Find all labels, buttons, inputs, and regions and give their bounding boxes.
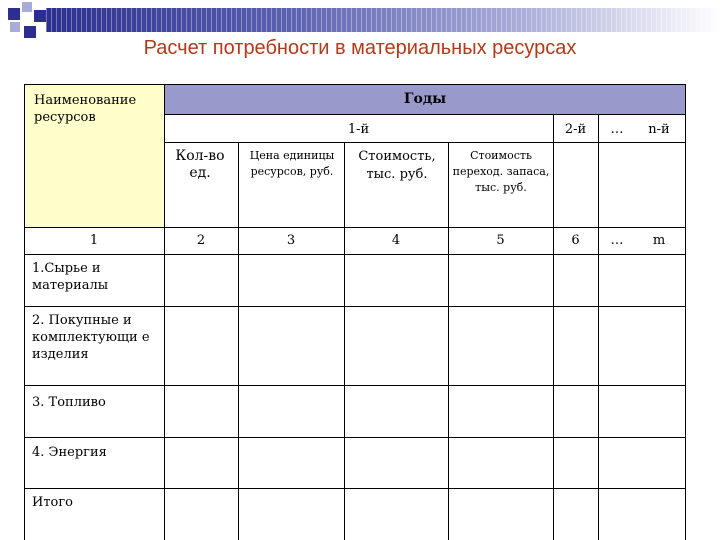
table-rule <box>24 488 686 489</box>
subheader-unit-price: Цена единицы ресурсов, руб. <box>249 149 335 178</box>
decor-square <box>10 22 20 32</box>
column-number: 4 <box>391 233 401 248</box>
decor-square <box>34 10 46 22</box>
subheader-cost: Стоимость, тыс. руб. <box>358 149 436 182</box>
table-rule <box>238 142 239 540</box>
column-number: 3 <box>286 233 296 248</box>
subheader-transit-stock-cost: Стоимость переход. запаса, тыс. руб. <box>452 149 550 194</box>
table-rule <box>24 306 686 307</box>
header-year-1: 1-й <box>347 122 370 137</box>
header-years: Годы <box>403 91 447 107</box>
table-rule <box>553 114 554 540</box>
decor-square <box>22 2 32 12</box>
decor-square <box>8 8 20 20</box>
resources-table <box>24 84 686 540</box>
table-rule <box>24 254 686 255</box>
column-number: 2 <box>196 233 206 248</box>
decor-stripes <box>46 8 720 32</box>
row-label-raw-materials: 1.Сырье и материалы <box>32 261 109 293</box>
row-label-purchased-components: 2. Покупные и комплектующи е изделия <box>32 313 150 362</box>
table-border <box>24 84 686 85</box>
row-label-fuel: 3. Топливо <box>32 395 106 410</box>
header-year-n: n-й <box>648 122 670 137</box>
header-year-ellipsis: … <box>610 122 624 137</box>
table-rule <box>24 437 686 438</box>
table-rule <box>598 114 599 540</box>
header-year-2: 2-й <box>564 122 587 137</box>
table-rule <box>448 142 449 540</box>
table-rule <box>164 84 165 540</box>
column-number: 6 <box>571 233 580 248</box>
header-resource-name: Наименование ресурсов <box>34 93 137 125</box>
column-number: m <box>652 233 666 248</box>
column-number: … <box>610 233 624 248</box>
table-rule <box>164 142 686 143</box>
table-rule <box>164 114 686 115</box>
subheader-quantity: Кол-во ед. <box>175 148 225 181</box>
row-label-energy: 4. Энергия <box>32 445 107 460</box>
table-border <box>24 84 25 540</box>
row-label-total: Итого <box>32 495 73 510</box>
page-title: Расчет потребности в материальных ресурсах <box>143 37 577 59</box>
table-rule <box>24 385 686 386</box>
table-border <box>685 84 686 540</box>
column-number: 1 <box>89 233 99 248</box>
table-rule <box>24 227 686 228</box>
column-number: 5 <box>496 233 505 248</box>
table-rule <box>344 142 345 540</box>
